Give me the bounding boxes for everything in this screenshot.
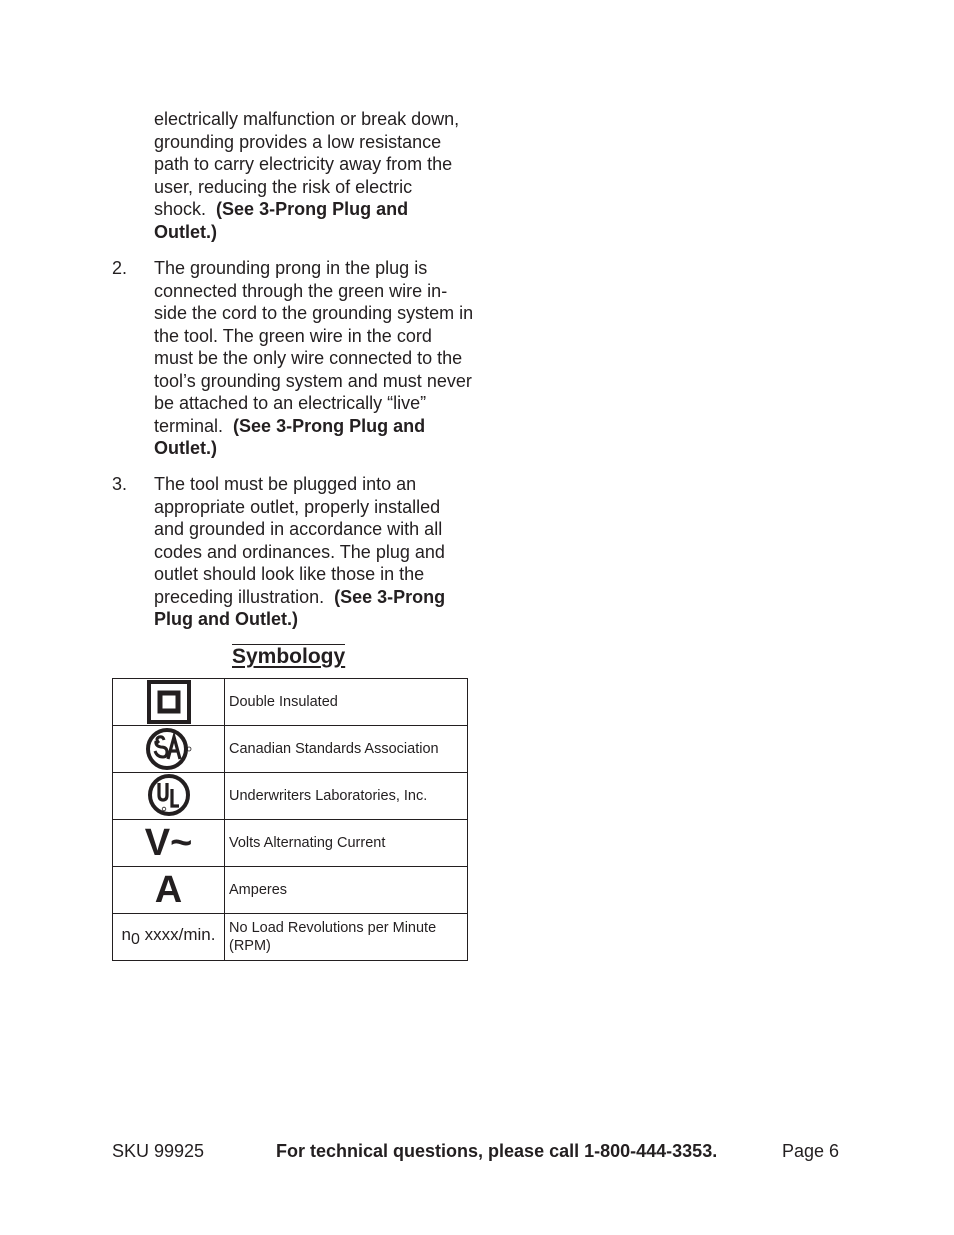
double-insulated-icon [147, 680, 191, 724]
paragraph-3-ref: (See 3-Prong Plug and Outlet.) [154, 586, 446, 629]
symbol-cell [113, 726, 225, 773]
symbol-cell [113, 867, 225, 914]
symbol-description: Underwriters Laboratories, Inc. [225, 773, 468, 820]
no-load-symbol-n: n [121, 925, 131, 944]
paragraph-2 [154, 257, 474, 460]
table-row [113, 726, 468, 773]
symbol-cell [113, 773, 225, 820]
paragraph-1 [154, 108, 474, 243]
symbol-description: No Load Revolutions per Minute (RPM) [225, 914, 468, 961]
symbology-title: Symbology [232, 645, 346, 668]
footer-phone: For technical questions, please call 1-800-444-3353. [276, 1141, 718, 1161]
amperes-icon: A [154, 869, 183, 911]
symbol-description: Canadian Standards Association [225, 726, 468, 773]
volts-ac-icon: V~ [144, 822, 193, 864]
paragraph-2-number: 2. [112, 258, 128, 278]
paragraph-3-number: 3. [112, 474, 128, 494]
paragraph-1-text: electrically malfunction or break down, grounding provides a low resistance path to carry electricity away from the user, reducing the risk of electric shock. [154, 109, 460, 219]
table-row [113, 867, 468, 914]
ul-icon [147, 773, 191, 819]
no-load-symbol-sub: 0 [131, 931, 140, 948]
symbol-cell [113, 679, 225, 726]
no-load-rpm-icon [113, 914, 225, 961]
paragraph-1-ref: (See 3-Prong Plug and Outlet.) [154, 199, 409, 242]
paragraph-3 [154, 473, 474, 631]
table-row [113, 679, 468, 726]
symbol-description: Volts Alternating Current [225, 820, 468, 867]
footer-page-number: Page 6 [782, 1141, 840, 1161]
symbol-description: Amperes [225, 867, 468, 914]
table-row [113, 773, 468, 820]
footer-sku: SKU 99925 [112, 1141, 205, 1161]
symbology-table [112, 678, 468, 961]
symbol-cell [113, 820, 225, 867]
paragraph-2-ref: (See 3-Prong Plug and Outlet.) [154, 415, 426, 458]
table-row [113, 820, 468, 867]
symbol-description: Double Insulated [225, 679, 468, 726]
paragraph-3-text: The tool must be plugged into an appropriate outlet, properly installed and grounded in accordance with all codes and ordinances. The plug and outlet should look like those in the preceding illustration. [154, 474, 445, 607]
no-load-symbol-unit: xxxx/min. [139, 925, 216, 944]
csa-icon [145, 727, 193, 771]
paragraph-2-text: The grounding prong in the plug is connected through the green wire in-side the cord to the grounding system in the tool. The green wire in the cord must be the only wire connected to the tool’s grounding system and must never be attached to an electrically “live” terminal. [154, 258, 474, 436]
table-row [113, 914, 468, 961]
